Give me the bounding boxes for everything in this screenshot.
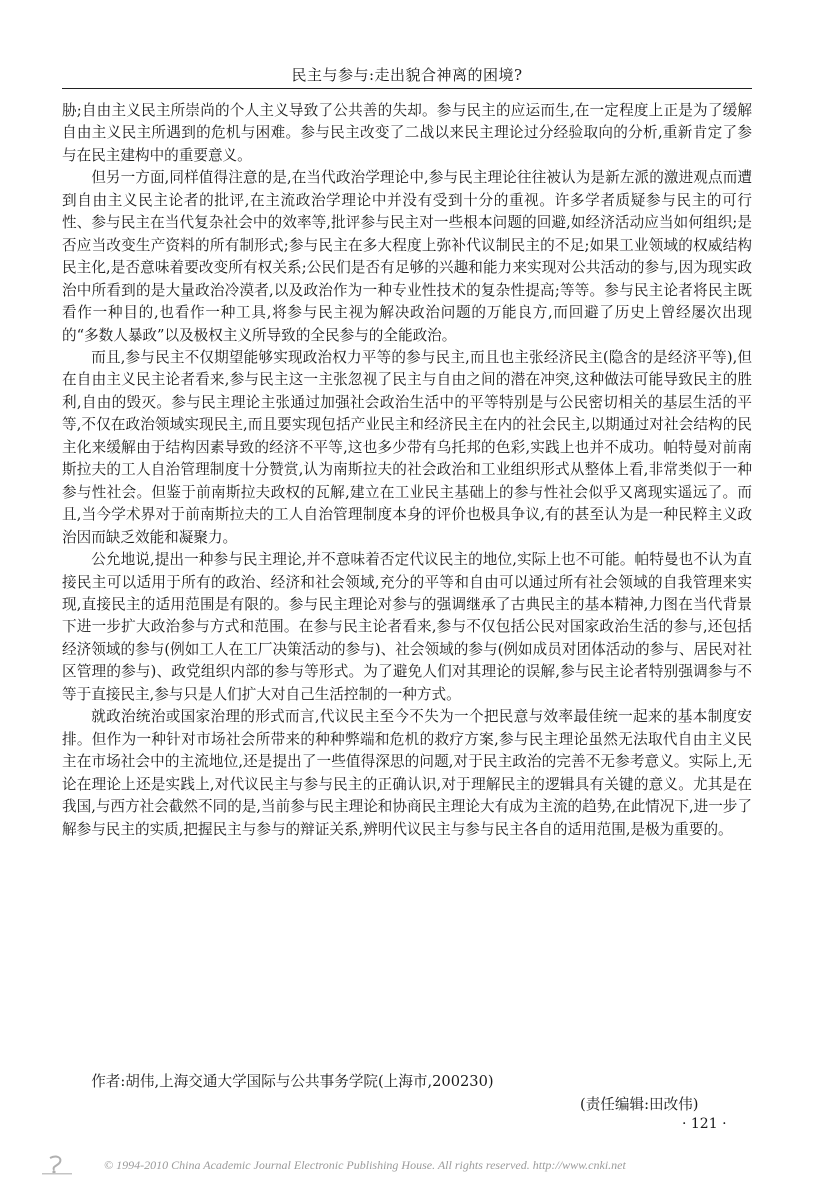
paragraph-5: 就政治统治或国家治理的形式而言,代议民主至今不失为一个把民意与效率最佳统一起来的基本制度安排。但作为一种针对市场社会所带来的种种弊端和危机的救疗方案,参与民主理论虽然无法取代自由主义民主在市场社会中的主流地位,还是提出了一些值得深思的问题,对于民主政治的完善不无参考意义。实际上,无论在理论上还是实践上,对代议民主与参与民主的正确认识,对于理解民主的逻辑具有关键的意义。尤其是在我国,与西方社会截然不同的是,当前参与民主理论和协商民主理论大有成为主流的趋势,在此情况下,进一步了解参与民主的实质,把握民主与参与的辩证关系,辨明代议民主与参与民主各自的适用范围,是极为重要的。 [62,708,752,838]
paragraph-4: 公允地说,提出一种参与民主理论,并不意味着否定代议民主的地位,实际上也不可能。帕特曼也不认为直接民主可以适用于所有的政治、经济和社会领域,充分的平等和自由可以通过所有社会领域的自我管理来实现,直接民主的适用范围是有限的。参与民主理论对参与的强调继承了古典民主的基本精神,力图在当代背景下进一步扩大政治参与方式和范围。在参与民主论者看来,参与不仅包括公民对国家政治生活的参与,还包括经济领域的参与(例如工人在工厂决策活动的参与)、社会领域的参与(例如成员对团体活动的参与、居民对社区管理的参与)、政党组织内部的参与等形式。为了避免人们对其理论的误解,参与民主论者特别强调参与不等于直接民主,参与只是人们扩大对自己生活控制的一种方式。 [62,551,752,703]
paragraph-3: 而且,参与民主不仅期望能够实现政治权力平等的参与民主,而且也主张经济民主(隐含的是经济平等),但在自由主义民主论者看来,参与民主这一主张忽视了民主与自由之间的潜在冲突,这种做法可能导致民主的胜利,自由的毁灭。参与民主理论主张通过加强社会政治生活中的平等特别是与公民密切相关的基层生活的平等,不仅在政治领域实现民主,而且要实现包括产业民主和经济民主在内的社会民主,以期通过对社会结构的民主化来缓解由于结构因素导致的经济不平等,这也多少带有乌托邦的色彩,实践上也并不成功。帕特曼对前南斯拉夫的工人自治管理制度十分赞赏,认为南斯拉夫的社会政治和工业组织形式从整体上看,非常类似于一种参与性社会。但鉴于前南斯拉夫政权的瓦解,建立在工业民主基础上的参与性社会似乎又离现实遥远了。而且,当今学术界对于前南斯拉夫的工人自治管理制度本身的评价也极具争议,有的甚至认为是一种民粹主义政治因而缺乏效能和凝聚力。 [62,348,752,546]
paragraph-2: 但另一方面,同样值得注意的是,在当代政治学理论中,参与民主理论往往被认为是新左派的激进观点而遭到自由主义民主论者的批评,在主流政治学理论中并没有受到十分的重视。许多学者质疑参与民主的可行性、参与民主在当代复杂社会中的效率等,批评参与民主对一些根本问题的回避,如经济活动应当如何组织;是否应当改变生产资料的所有制形式;参与民主在多大程度上弥补代议制民主的不足;如果工业领域的权威结构民主化,是否意味着要改变所有权关系;公民们是否有足够的兴趣和能力来实现对公共活动的参与,因为现实政治中所看到的是大量政治冷漠者,以及政治作为一种专业性技术的复杂性提高;等等。参与民主论者将民主既看作一种目的,也看作一种工具,将参与民主视为解决政治问题的万能良方,而回避了历史上曾经屡次出现的“多数人暴政”以及极权主义所导致的全民参与的全能政治。 [62,169,752,344]
footer-copyright: © 1994-2010 China Academic Journal Electronic Publishing House. All rights reserved. http://www.cnki.net [104,1157,626,1172]
article-body [62,100,752,841]
editor-note: (责任编辑:田改伟) [580,1096,699,1113]
paragraph-1: 胁;自由主义民主所崇尚的个人主义导致了公共善的失却。参与民主的应运而生,在一定程度上正是为了缓解自由主义民主所遇到的危机与困难。参与民主改变了二战以来民主理论过分经验取向的分析,重新肯定了参与在民主建构中的重要意义。 [62,102,752,164]
author-note: 作者:胡伟,上海交通大学国际与公共事务学院(上海市,200230) [91,1073,494,1090]
page-number: · 121 · [682,1116,727,1132]
running-header-title: 民主与参与:走出貌合神离的困境? [291,66,523,84]
cnki-logo-icon [40,1154,74,1176]
header-rule [62,88,752,89]
footer [40,1152,780,1178]
